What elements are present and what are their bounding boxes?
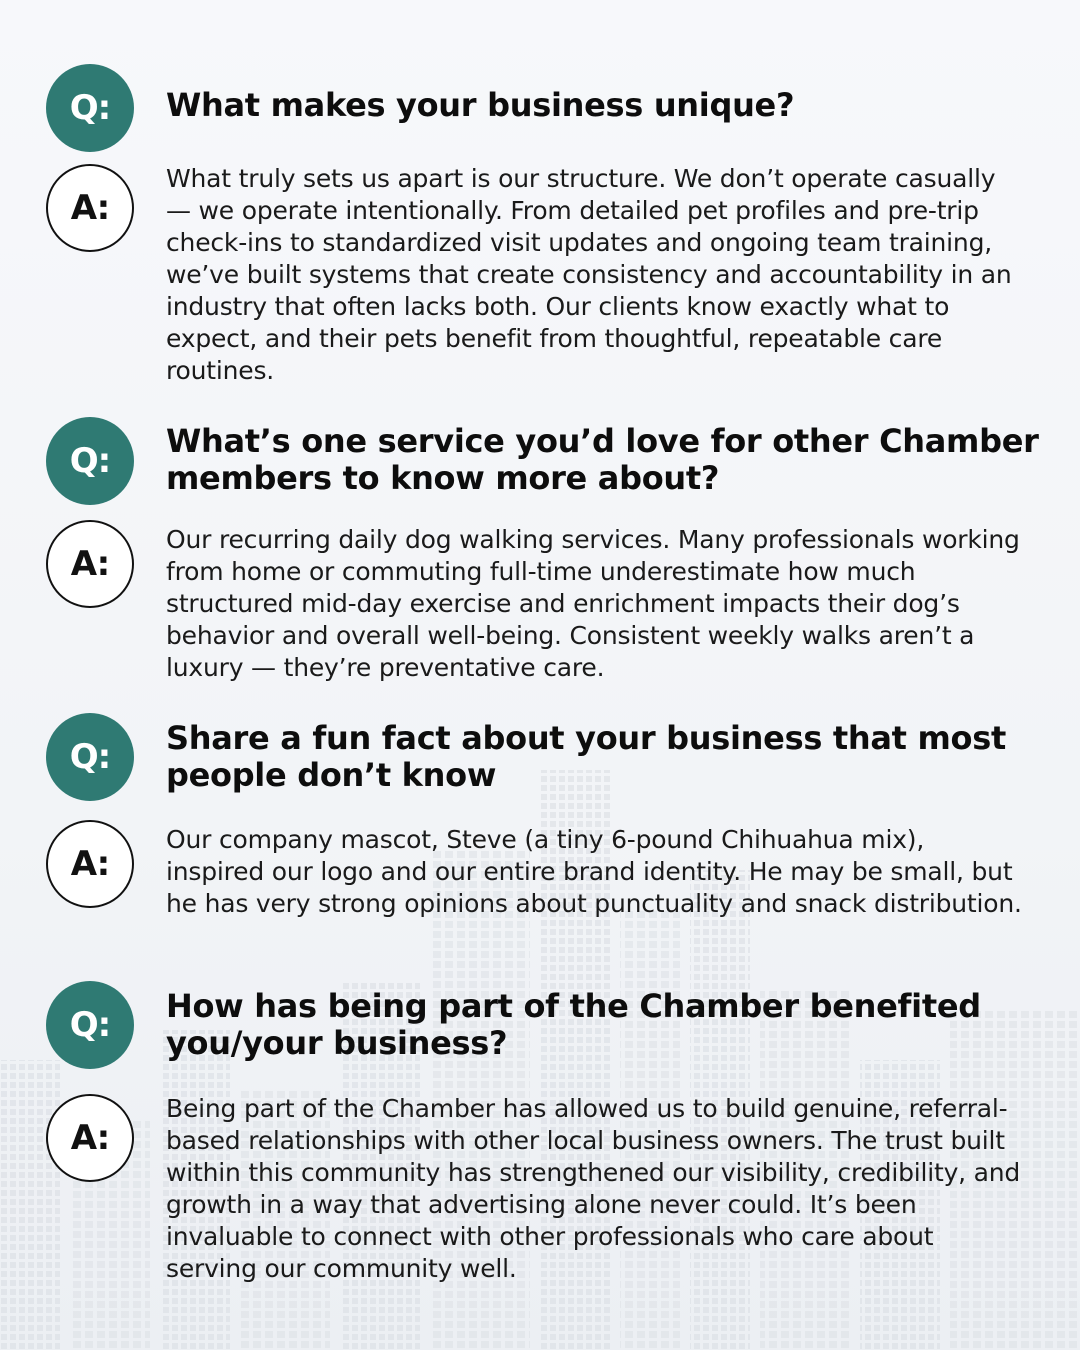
question-text: Share a fun fact about your business that most people don’t know: [166, 719, 1006, 794]
question-badge: Q:: [46, 64, 134, 152]
answer-text: Our company mascot, Steve (a tiny 6-pound Chihuahua mix), inspired our logo and our entire brand identity. He may be small, but he has very strong opinions about punctuality and snack distribution.: [166, 825, 1022, 918]
answer-badge: A:: [46, 820, 134, 908]
question-text: What makes your business unique?: [166, 86, 795, 124]
answer-badge: A:: [46, 164, 134, 252]
question-badge: Q:: [46, 713, 134, 801]
answer-text: Being part of the Chamber has allowed us to build genuine, referral-based relationships with other local business owners. The trust built within this community has strengthened our visibility, credibility, and growth in a way that advertising alone never could. It’s been invaluable to connect with other professionals who care about serving our community well.: [166, 1094, 1021, 1283]
question-text: How has being part of the Chamber benefited you/your business?: [166, 987, 981, 1062]
answer-text: What truly sets us apart is our structure. We don’t operate casually — we operate intentionally. From detailed pet profiles and pre-trip check-ins to standardized visit updates and ongoing team training, we’ve built systems that create consistency and accountability in an industry that often lacks both. Our clients know exactly what to expect, and their pets benefit from thoughtful, repeatable care routines.: [166, 164, 1012, 385]
question-badge: Q:: [46, 981, 134, 1069]
answer-badge: A:: [46, 520, 134, 608]
question-text: What’s one service you’d love for other Chamber members to know more about?: [166, 422, 1039, 497]
question-badge: Q:: [46, 417, 134, 505]
answer-badge: A:: [46, 1094, 134, 1182]
answer-text: Our recurring daily dog walking services. Many professionals working from home or commuting full-time underestimate how much structured mid-day exercise and enrichment impacts their dog’s behavior and overall well-being. Consistent weekly walks aren’t a luxury — they’re preventative care.: [166, 525, 1020, 682]
